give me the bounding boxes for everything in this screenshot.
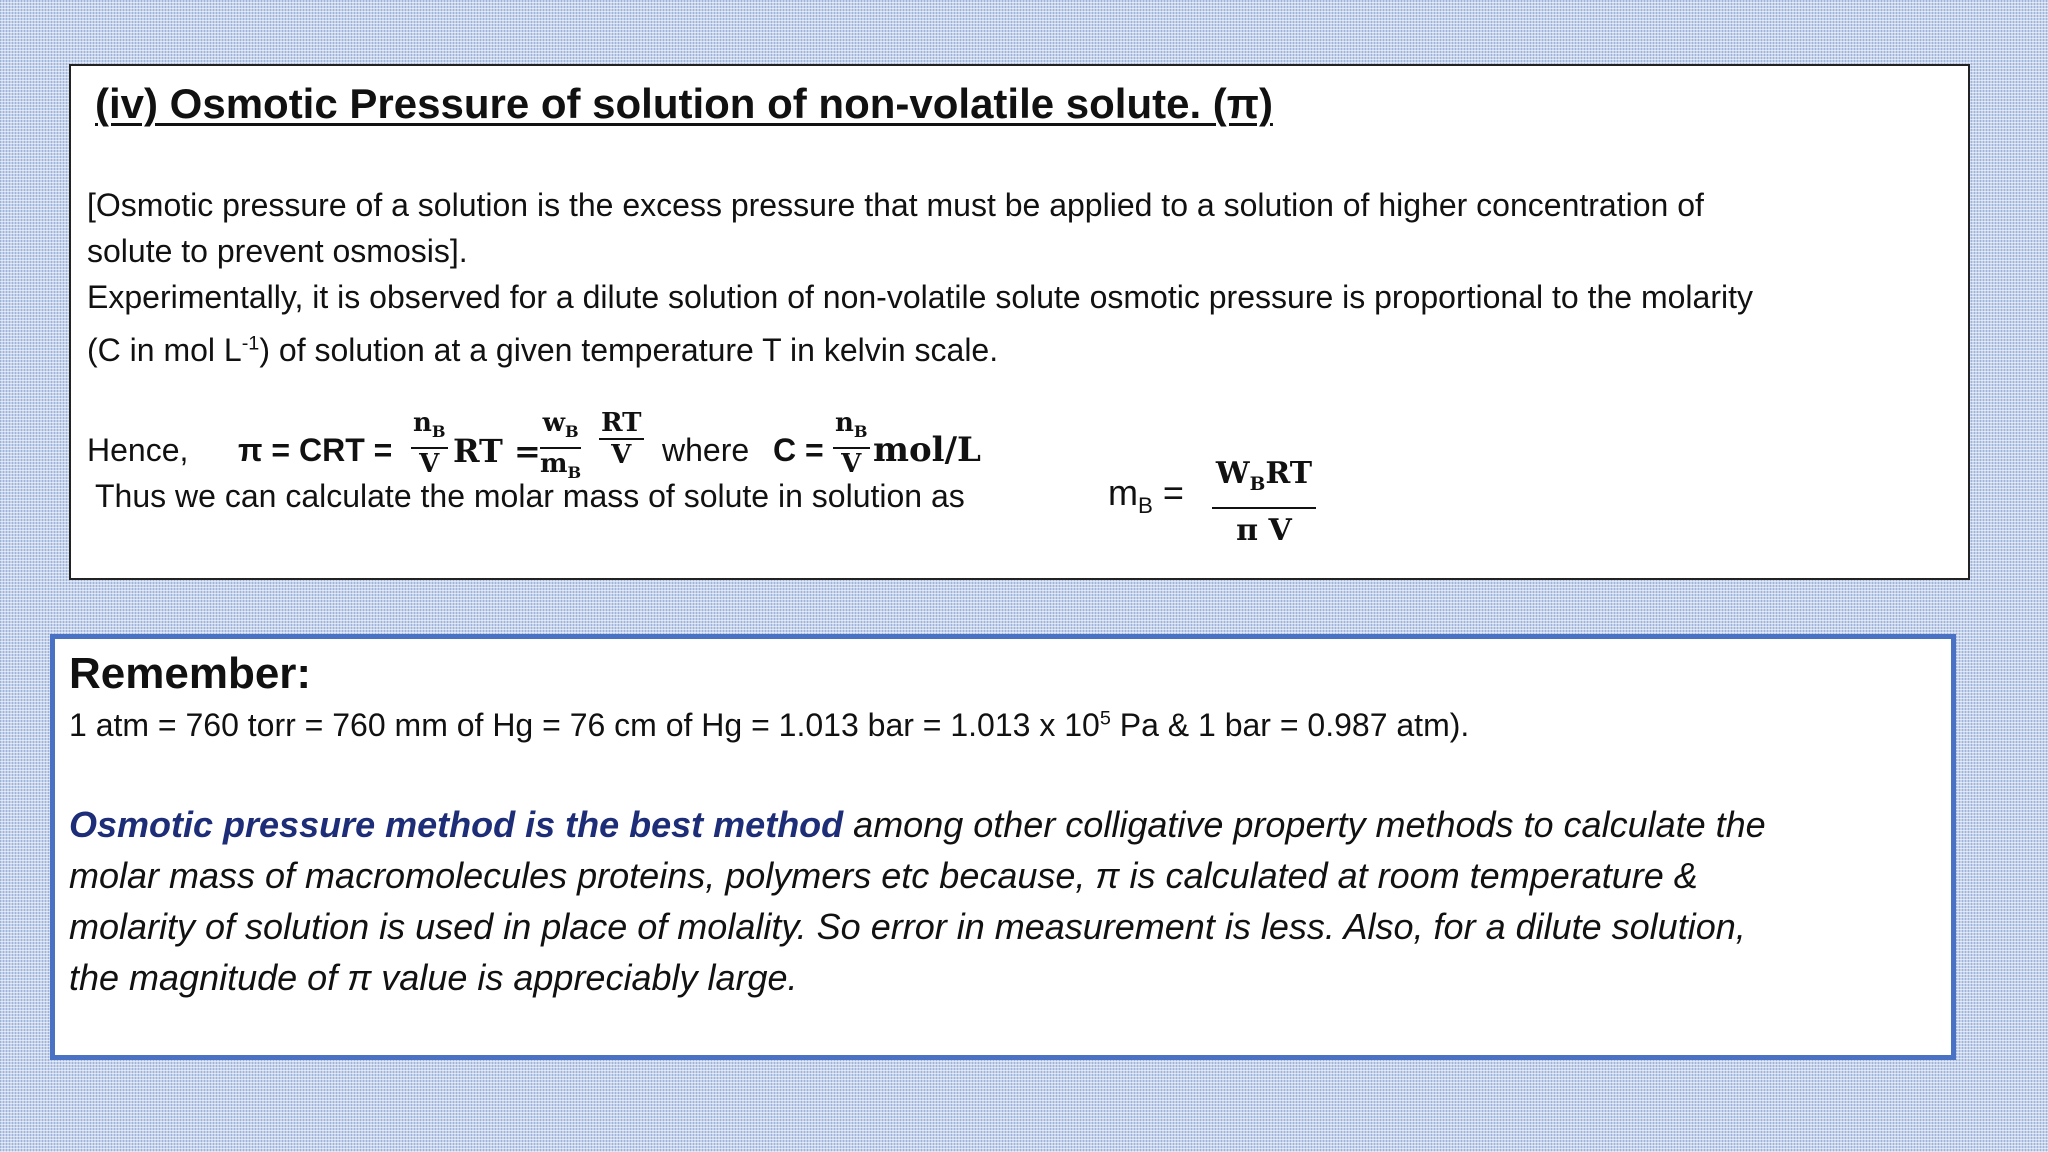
molar-mass-symbol [1108,472,1184,519]
remember-box [50,634,1956,1060]
molar-mass-fraction [1212,452,1316,553]
numerator: RT [601,408,642,438]
experiment-line-2-post: ) of solution at a given temperature T in kelvin scale. [259,331,999,368]
experiment-line-1: Experimentally, it is observed for a dilute solution of non-volatile solute osmotic pressure is proportional to the molarity [87,279,1753,315]
fraction-nb-over-v [411,408,448,479]
best-line-1 [69,804,1766,845]
best-method-highlight: Osmotic pressure method is the best method [69,804,844,845]
equals-sign: = [1152,472,1184,513]
where-label: where [662,432,750,468]
best-method-paragraph [69,799,1766,1003]
section-title: (iv) Osmotic Pressure of solution of non-volatile solute. (π) [95,80,1273,127]
osmotic-pressure-box [69,64,1970,580]
best-line-4: the magnitude of π value is appreciably large. [69,957,798,998]
denominator: π V [1236,513,1292,548]
hence-label: Hence, [87,432,189,468]
subscript: B [1249,474,1266,495]
exponent: 5 [1099,707,1111,730]
best-line-1-rest: among other colligative property methods to calculate the [843,804,1766,845]
experiment-line-2-pre: (C in mol L [87,331,242,368]
rt-letters: RT [1265,456,1313,491]
definition-line-2: solute to prevent osmosis]. [87,233,468,269]
best-line-2: molar mass of macromolecules proteins, polymers etc because, π is calculated at room temperature & [69,855,1698,896]
subscript: B [431,422,446,442]
fraction-nb-over-v-2 [833,408,870,479]
subscript: B [1138,493,1153,519]
pressure-units-line [69,707,1469,744]
denominator: V [611,440,632,470]
subscript: B [564,422,579,442]
mb-letter: m [1108,472,1138,513]
definition-line-1: [Osmotic pressure of a solution is the excess pressure that must be applied to a solution of higher concentration of [87,187,1704,223]
remember-title: Remember: [69,649,312,698]
numerator: w [542,408,565,438]
fraction-rt-over-v [599,408,644,470]
numerator: n [413,408,432,438]
w-letter: W [1215,456,1250,491]
equation-start: π = CRT = [238,432,393,468]
molar-mass-text: Thus we can calculate the molar mass of solute in solution as [95,478,965,514]
definition-paragraph [87,182,1704,274]
numerator [1212,452,1316,509]
numerator: n [835,408,854,438]
fraction-wb-over-mb [540,408,581,488]
units-pre: 1 atm = 760 torr = 760 mm of Hg = 76 cm of Hg = 1.013 bar = 1.013 x 10 [69,707,1100,743]
subscript: B [853,422,868,442]
experiment-paragraph [87,274,1753,373]
denominator: V [841,449,862,480]
denominator: V [419,449,440,480]
experiment-line-2 [87,332,998,368]
rt-equals: RT = [453,432,541,470]
units-post: Pa & 1 bar = 0.987 atm). [1110,707,1470,743]
best-line-3: molarity of solution is used in place of molality. So error in measurement is less. Also, for a dilute solution, [69,906,1746,947]
c-equals: C = [773,432,824,468]
exponent: -1 [241,332,260,354]
subscript: B [567,463,582,483]
unit-mol-per-l: mol/L [873,430,981,470]
denominator: m [540,449,568,480]
